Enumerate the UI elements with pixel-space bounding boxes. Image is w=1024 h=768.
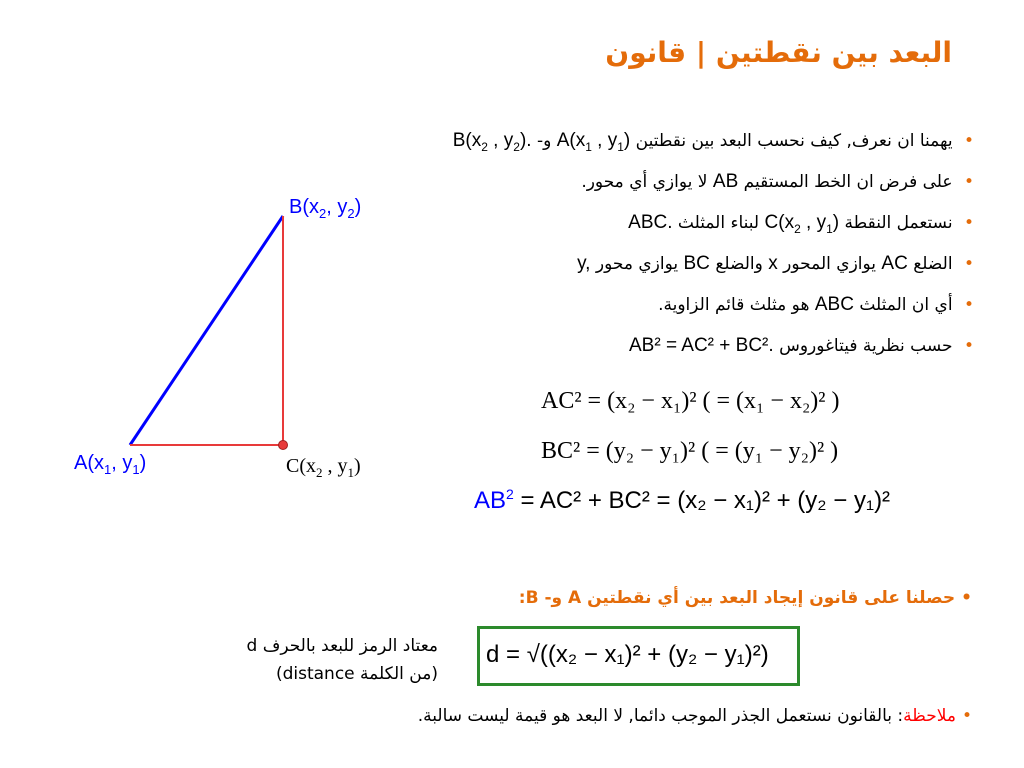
bullet-latin: BC [683, 253, 710, 274]
d-note-line2: (من الكلمة distance) [275, 664, 438, 684]
bullet-latin: AB [712, 171, 739, 192]
distance-formula: d = √((x₂ − x₁)² + (y₂ − y₁)²) [486, 641, 769, 668]
bullet-text: هو مثلث قائم الزاوية. [658, 295, 810, 315]
formula-ab-rhs: = AC² + BC² = (x₂ − x₁)² + (y₂ − y₁)² [520, 487, 891, 514]
bullet-latin: ABC [814, 294, 854, 315]
note-line: •ملاحظة: بالقانون نستعمل الجذر الموجب دائما, لا البعد هو قيمة ليست سالبة. [417, 706, 972, 726]
bullet-latin: x [768, 253, 778, 274]
point-b-label: $B(x_2$, $y_2$) [289, 196, 362, 221]
formula-ac: AC² = (x₂ − x₁)² ( = (x₁ − x₂)² ) [541, 388, 840, 414]
bullet-text: و- [531, 131, 552, 151]
bullet-text: حسب نظرية فيتاغوروس [779, 336, 953, 356]
point-a-label: $A(x_1$, $y_1$) [74, 452, 147, 477]
bullet-dot: • [963, 213, 974, 233]
bullet-latin: AC [881, 253, 908, 274]
note-text: : بالقانون نستعمل الجذر الموجب دائما, لا البعد هو قيمة ليست سالبة. [417, 706, 904, 726]
formula-ab-lhs: AB [474, 487, 507, 514]
bullet-dot: • [963, 295, 974, 315]
bullet-dot: • [963, 254, 974, 274]
pythagoras-equation: AB² = AC² + BC². [629, 335, 774, 356]
distance-formula-box [477, 626, 800, 686]
bullet-text: يوازي محور [595, 254, 679, 274]
bullet-text: لبناء المثلث [677, 213, 760, 233]
formula-ab: $AB^2 = AC^2 + BC^2 = (x_2 - x_1)^2 + (y_2 - y_1)^2$ [474, 486, 891, 514]
bullet-text: نستعمل النقطة [844, 213, 953, 233]
point-b-text: $B(x_2$ , $y_2$). [452, 130, 532, 154]
point-c-text: $C(x_2$ , $y_1$) [764, 212, 840, 236]
bullet-text: يهمنا ان نعرف, كيف نحسب البعد بين نقطتين [635, 131, 953, 151]
d-note-line1: معتاد الرمز للبعد بالحرف d [246, 636, 438, 656]
point-c-label: $C(x_2$ , $y_1$) [286, 455, 361, 480]
bullet-text: أي ان المثلث [859, 295, 953, 315]
point-c-marker [279, 441, 288, 450]
conclusion-line: •حصلنا على قانون إيجاد البعد بين أي نقطتين A و- B: [518, 588, 972, 608]
segment-ab [130, 216, 283, 445]
point-a-text: $A(x_1$ , $y_1$) [556, 130, 631, 154]
bullet-text: لا يوازي أي محور. [581, 172, 708, 192]
bullet-text: يوازي المحور [783, 254, 877, 274]
distance-symbol-note [247, 632, 439, 688]
bullet-text: على فرض ان الخط المستقيم [743, 172, 953, 192]
bullet-dot: • [963, 131, 974, 151]
bullet-dot: • [963, 336, 974, 356]
note-label: ملاحظة [903, 706, 956, 726]
formula-bc: BC² = (y₂ − y₁)² ( = (y₁ − y₂)² ) [541, 438, 839, 464]
bullet-latin: y, [577, 253, 591, 274]
bullet-dot: • [963, 172, 974, 192]
page-title: البعد بين نقطتين | قانون [605, 36, 952, 69]
bullet-text: الضلع [913, 254, 953, 274]
bullet-text: والضلع [715, 254, 763, 274]
bullet-latin: ABC. [628, 212, 673, 233]
